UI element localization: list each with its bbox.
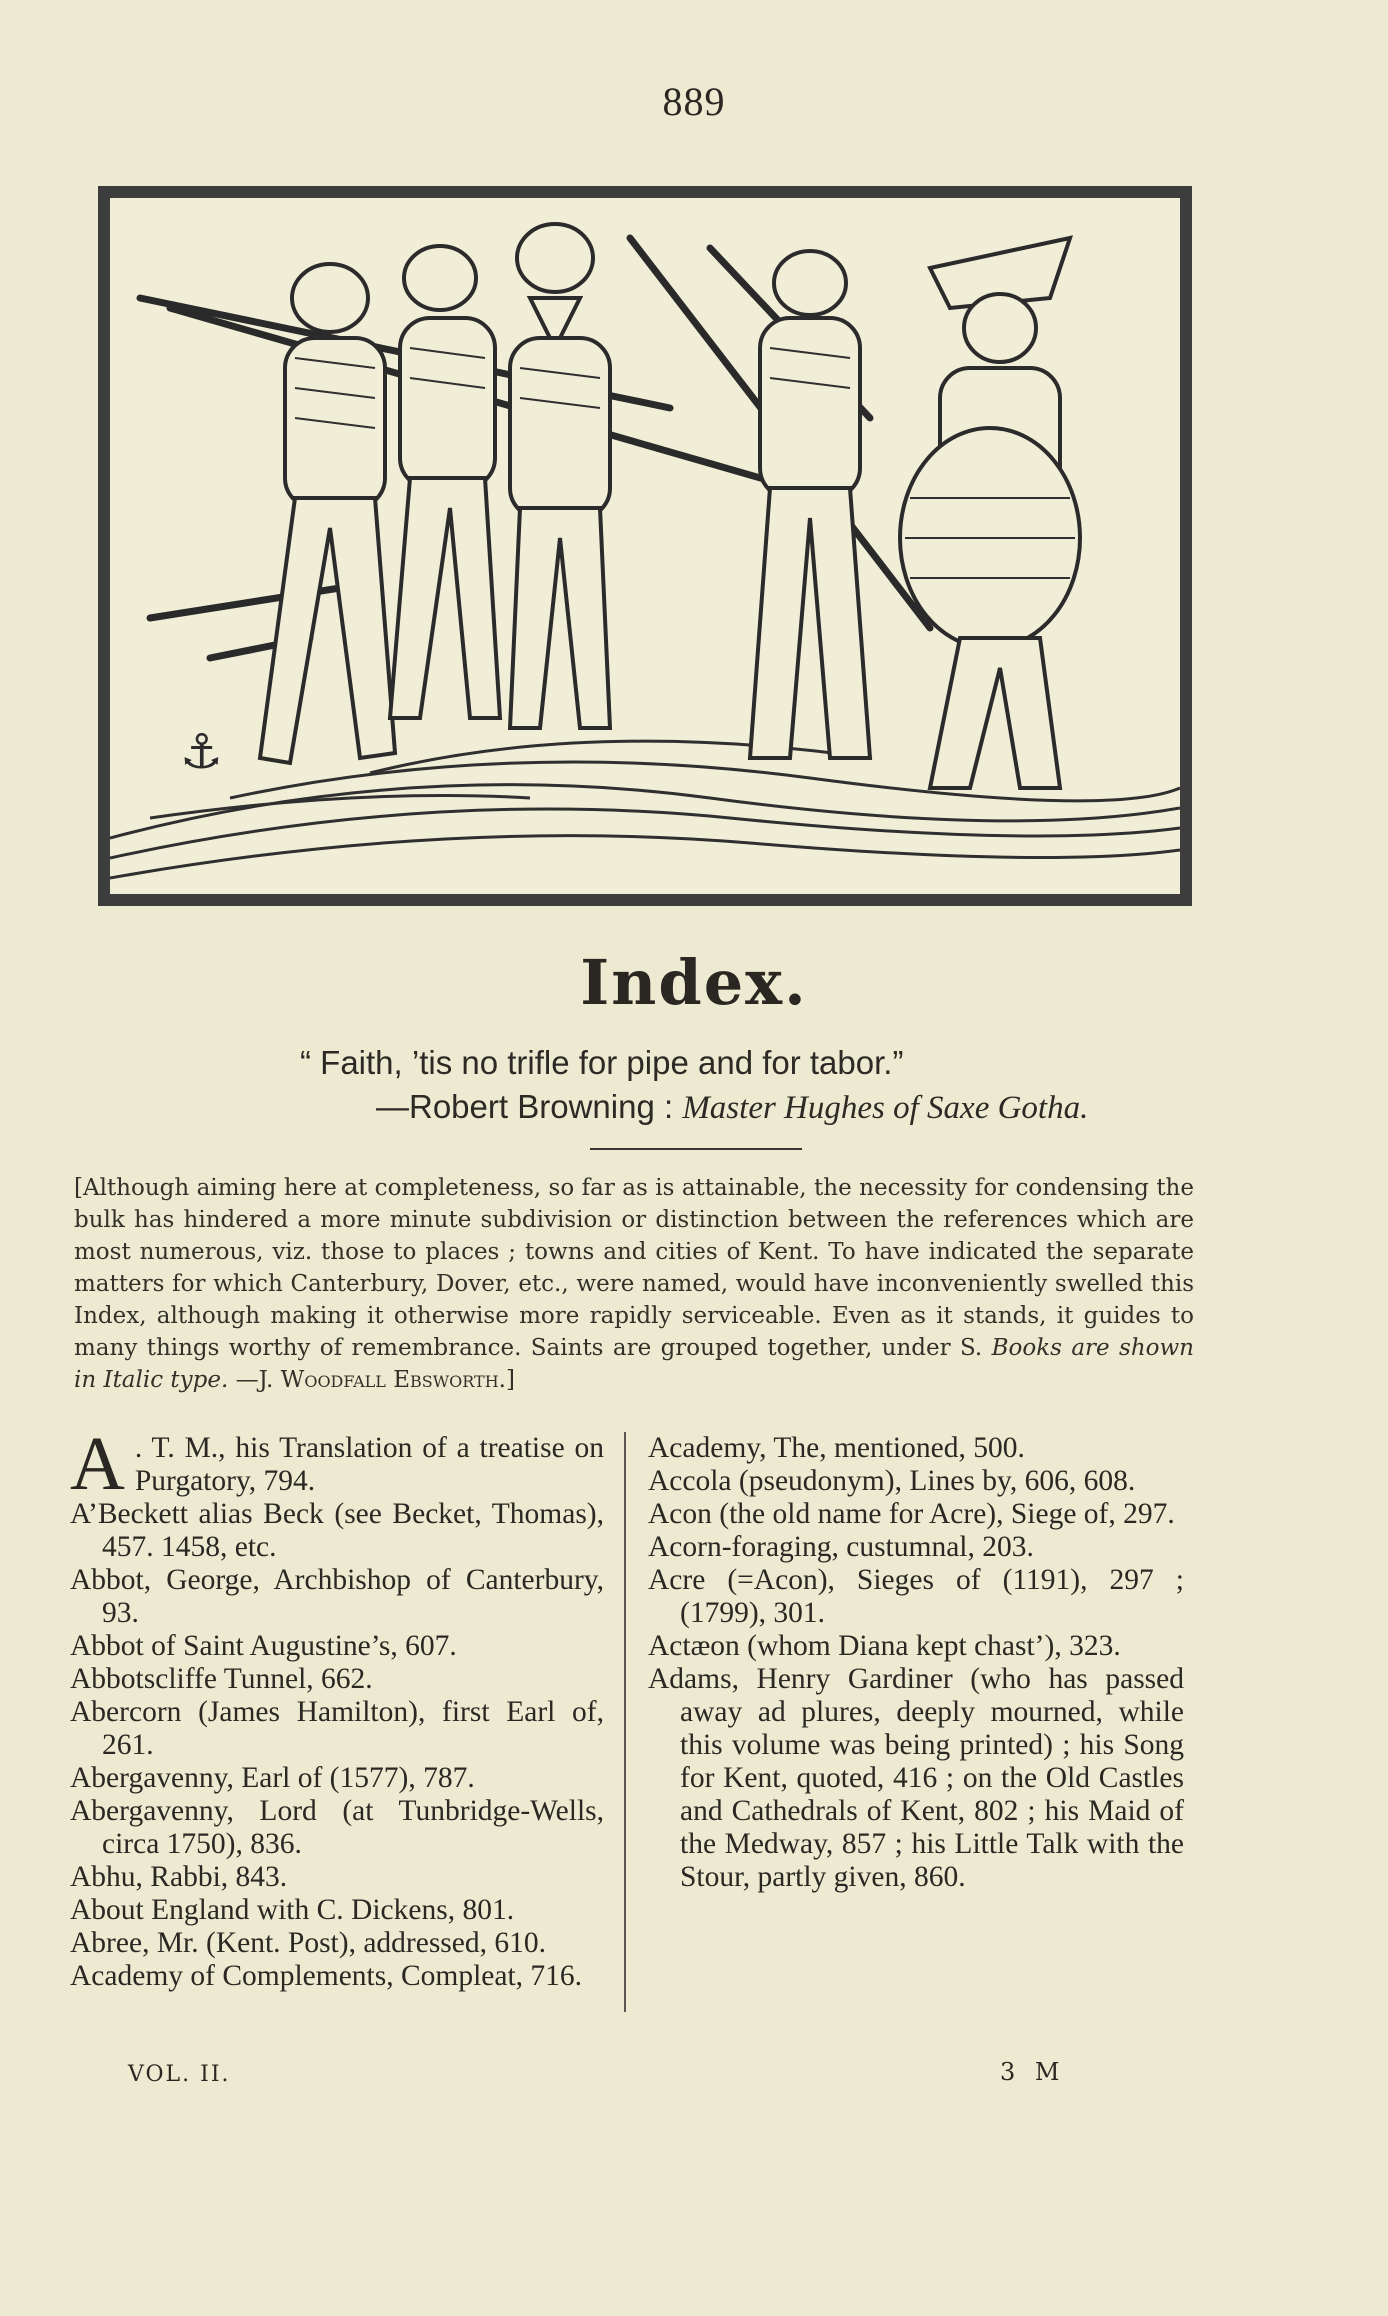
- list-item: Adams, Henry Gardiner (who has passed away ad plures, deeply mourned, while this volume was being printed) ; his Song for Kent, quoted, 416 ; on the Old Castles and Cathedrals of Kent, 802 ; his Maid of the Medway, 857 ; his Little Talk with the Stour, partly given, 860.: [648, 1663, 1184, 1893]
- list-item: Abergavenny, Lord (at Tunbridge-Wells, circa 1750), 836.: [70, 1795, 604, 1860]
- list-item: Acre (=Acon), Sieges of (1191), 297 ; (1799), 301.: [648, 1564, 1184, 1629]
- epigraph-attribution: [376, 1088, 1088, 1127]
- note-text: [Although aiming here at completeness, so far as is attainable, the necessity for condensing the bulk has hindered a more minute subdivision or distinction between the references which are most numerous, viz. those to places ; towns and cities of Kent. To have indicated the separate matters for which Canterbury, Dover, etc., were named, would have inconveniently swelled this Index, although making it otherwise more rapidly serviceable. Even as it stands, it guides to many things worthy of remembrance. Saints are grouped together, under S.: [74, 1175, 1194, 1361]
- page-number: 889: [662, 79, 726, 124]
- index-column-right: [648, 1432, 1184, 1894]
- epigraph-quote: “ Faith, ’tis no trifle for pipe and for tabor.”: [300, 1044, 904, 1081]
- list-item: Acorn-foraging, custumnal, 203.: [648, 1531, 1034, 1563]
- index-column-left: [70, 1422, 604, 1993]
- list-item: Abree, Mr. (Kent. Post), addressed, 610.: [70, 1927, 547, 1959]
- list-item: Abbot, George, Archbishop of Canterbury, 93.: [70, 1564, 604, 1629]
- list-item: Abbotscliffe Tunnel, 662.: [70, 1663, 373, 1695]
- list-item: Academy, The, mentioned, 500.: [648, 1432, 1025, 1464]
- woodcut-illustration: [98, 186, 1192, 906]
- list-item: Accola (pseudonym), Lines by, 606, 608.: [648, 1465, 1136, 1497]
- list-item: Acon (the old name for Acre), Siege of, 297.: [648, 1498, 1175, 1530]
- list-item: A’Beckett alias Beck (see Becket, Thomas), 457. 1458, etc.: [70, 1498, 604, 1563]
- list-item: A . T. M., his Translation of a treatise on Purgatory, 794.: [70, 1422, 604, 1506]
- epigraph-work: Master Hughes of Saxe Gotha.: [682, 1090, 1089, 1126]
- woodcut-soldiers-drummer-icon: [110, 198, 1180, 894]
- list-item: Abergavenny, Earl of (1577), 787.: [70, 1762, 475, 1794]
- drop-cap: A: [70, 1422, 125, 1506]
- column-divider: [624, 1432, 626, 2012]
- list-item: Abhu, Rabbi, 843.: [70, 1861, 288, 1893]
- footer-volume: VOL. II.: [128, 2062, 231, 2087]
- monogram-mark: ⚓: [180, 724, 224, 780]
- list-item: Actæon (whom Diana kept chast’), 323.: [648, 1630, 1121, 1662]
- epigraph-author: —Robert Browning :: [376, 1088, 683, 1125]
- list-item: About England with C. Dickens, 801.: [70, 1894, 515, 1926]
- section-rule: [590, 1148, 802, 1150]
- editorial-note: [74, 1172, 1194, 1396]
- list-item: Abbot of Saint Augustine’s, 607.: [70, 1630, 457, 1662]
- list-item: Academy of Complements, Compleat, 716.: [70, 1960, 583, 1992]
- index-title: Index.: [580, 946, 808, 1019]
- list-item: Abercorn (James Hamilton), first Earl of, 261.: [70, 1696, 604, 1761]
- note-italic: Books are shown in Italic type.: [74, 1335, 1194, 1393]
- footer-signature-mark: 3 M: [1000, 2058, 1066, 2086]
- note-signature: —J. Woodfall Ebsworth.]: [235, 1367, 515, 1393]
